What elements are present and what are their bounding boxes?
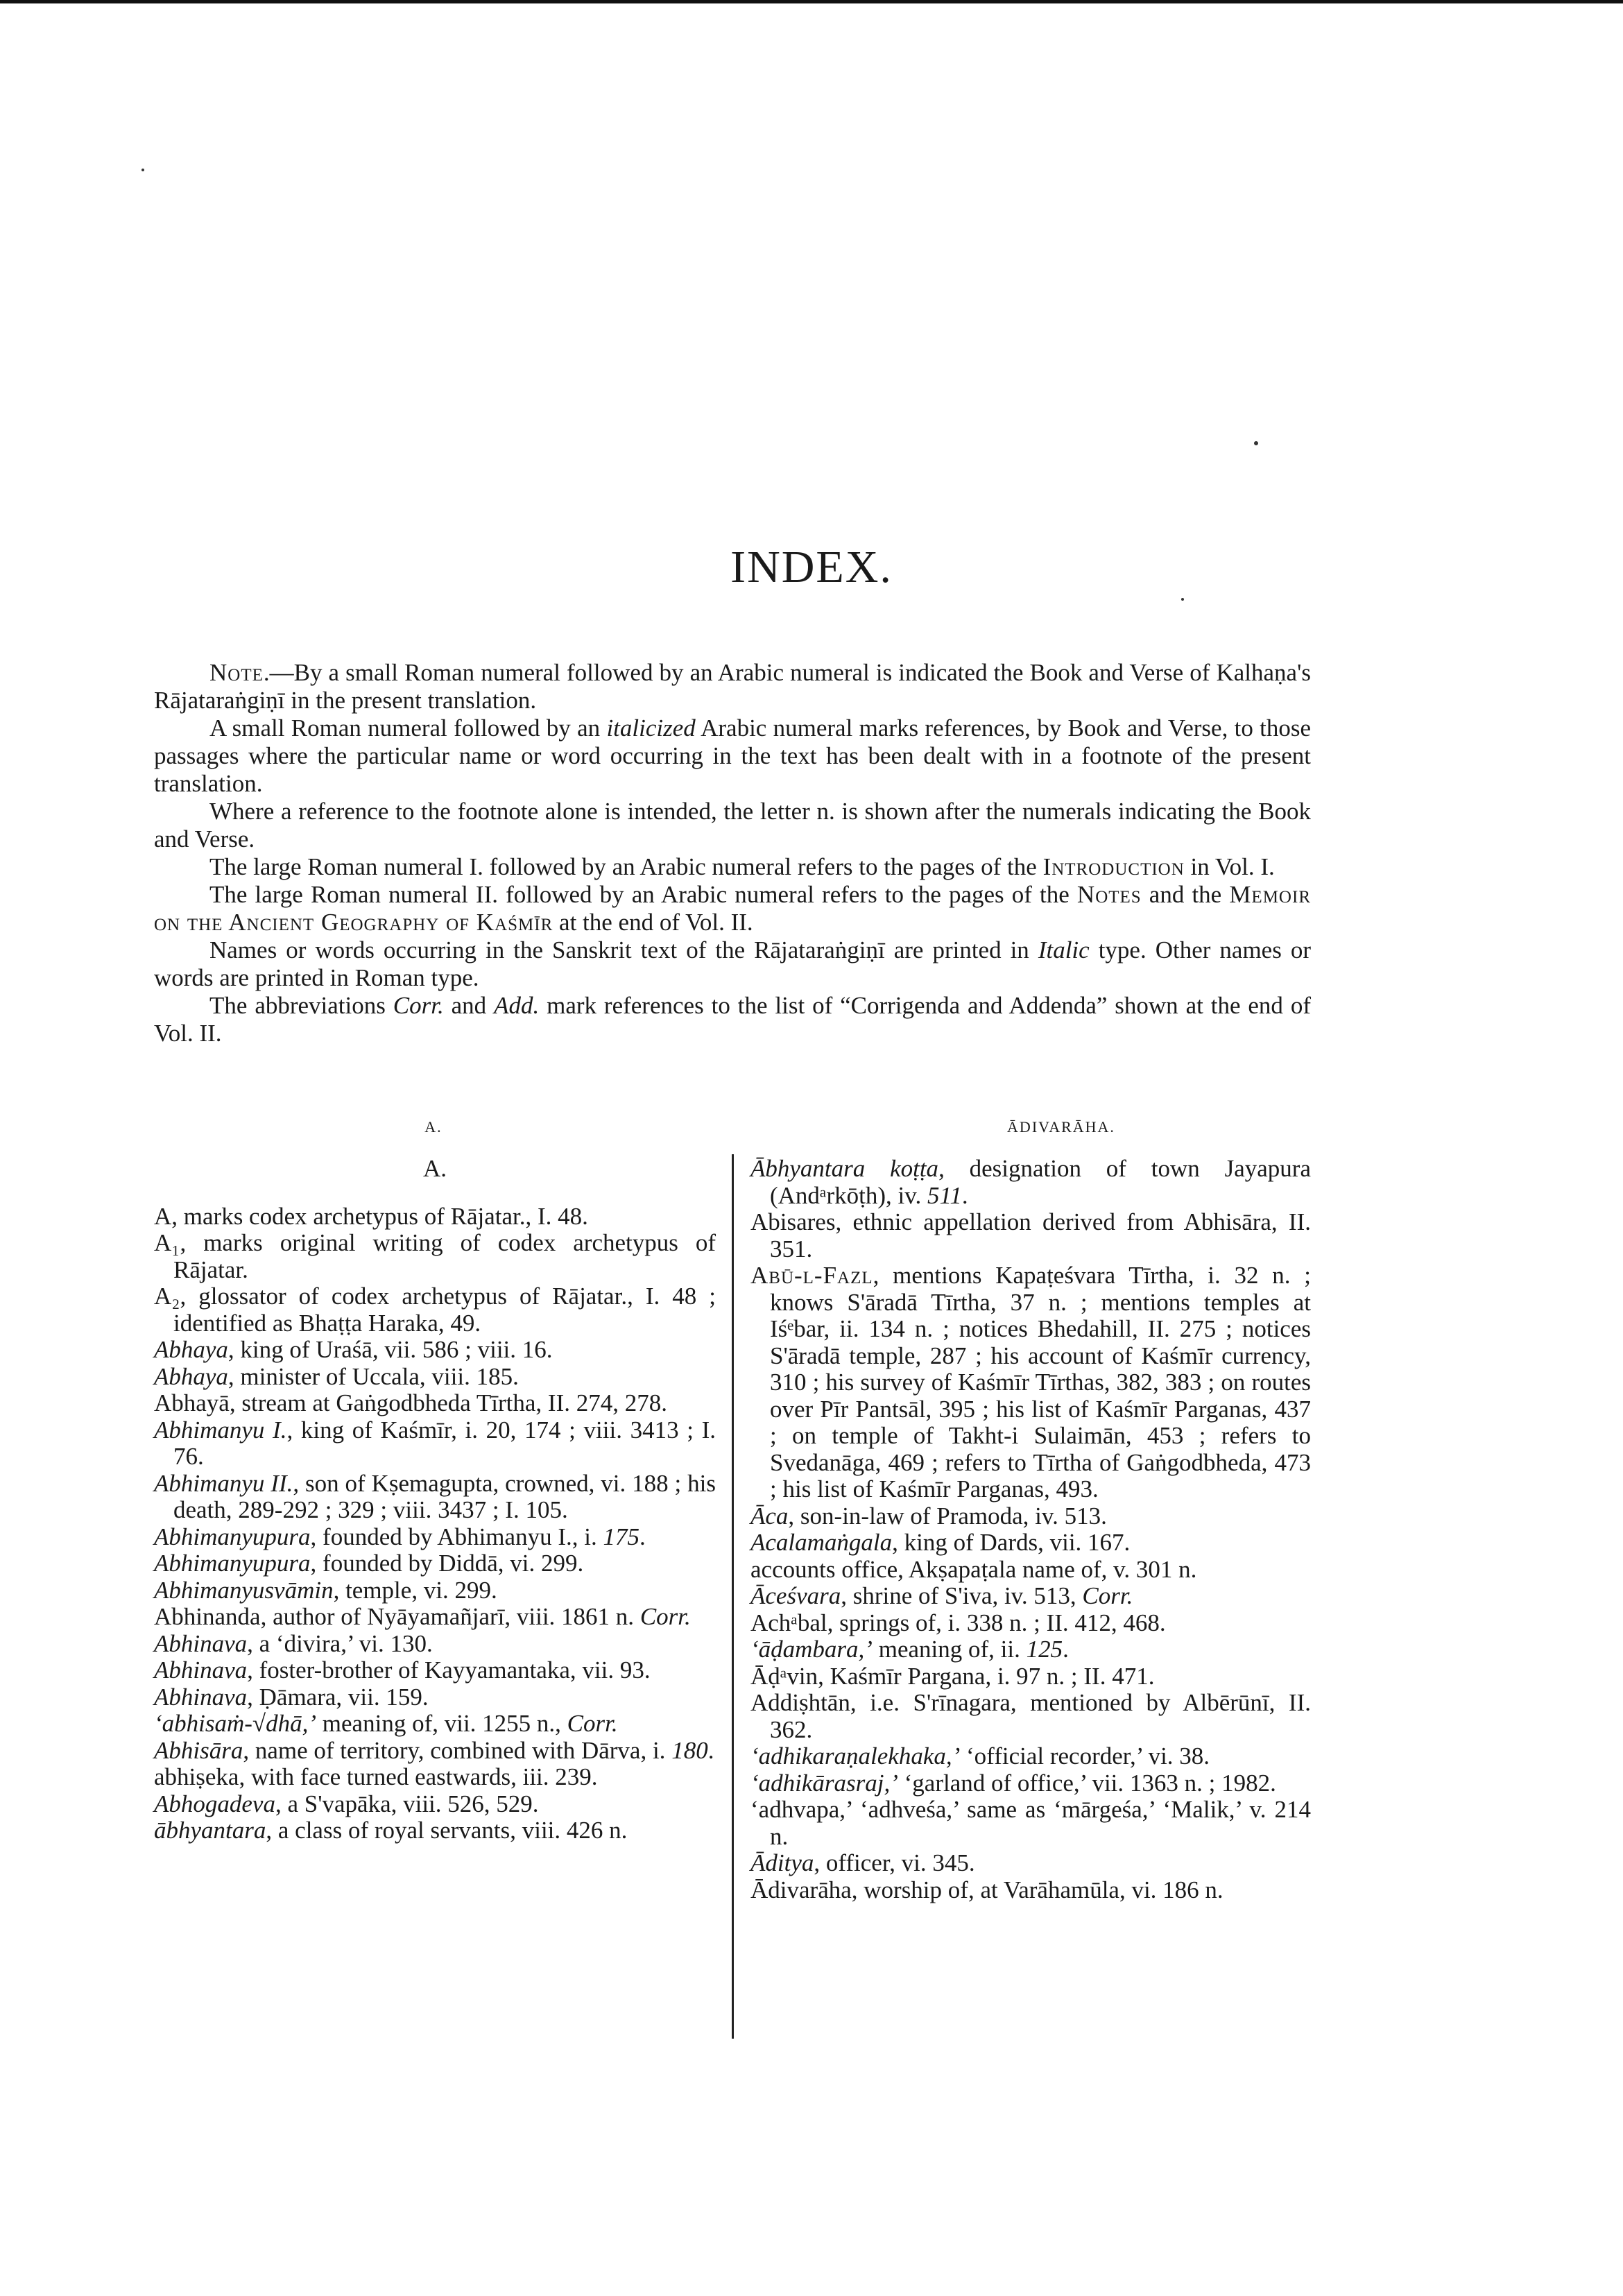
text-run: at the end of Vol. II. bbox=[553, 909, 753, 936]
italic-run: Abhinava bbox=[154, 1629, 248, 1657]
italic-run: Corr. bbox=[393, 992, 444, 1019]
italic-run: Abhimanyupura bbox=[154, 1523, 311, 1550]
italic-run: Ābhyantara koṭṭa bbox=[750, 1155, 939, 1182]
index-entry bbox=[154, 1390, 716, 1417]
text-run: in Vol. I. bbox=[1184, 853, 1275, 880]
italic-run: 125 bbox=[1026, 1636, 1063, 1663]
text-run: , son-in-law of Pramoda, iv. 513. bbox=[788, 1502, 1107, 1530]
text-run: Āḍᵃvin, Kaśmīr Pargana, i. 97 n. ; II. 471. bbox=[750, 1662, 1155, 1690]
italic-run: Corr. bbox=[639, 1603, 691, 1630]
italic-run: Abhinava bbox=[154, 1683, 248, 1711]
page-title: INDEX. bbox=[730, 542, 893, 592]
column-divider bbox=[732, 1154, 734, 2039]
italic-run: Abhaya bbox=[154, 1362, 228, 1390]
index-entry bbox=[154, 1550, 716, 1577]
text-run: .—By a small Roman numeral followed by an Arabic numeral is indicated the Book and Verse of Kalhaṇa's Rājataraṅgiṇī in the present translation. bbox=[154, 659, 1311, 714]
page-speck bbox=[1181, 598, 1184, 601]
index-entry bbox=[154, 1791, 716, 1818]
index-entry bbox=[154, 1230, 716, 1283]
text-run: mark references to the list of “Corrigenda and Addenda” shown at the end of Vol. II. bbox=[154, 992, 1311, 1047]
index-entry bbox=[154, 1604, 716, 1631]
text-run: , a class of royal servants, viii. 426 n. bbox=[266, 1817, 628, 1844]
text-run: The large Roman numeral II. followed by an Arabic numeral refers to the pages of the bbox=[209, 881, 1077, 908]
page-speck bbox=[141, 169, 144, 171]
text-run: . bbox=[961, 1181, 968, 1209]
italic-run: Abhaya bbox=[154, 1336, 228, 1363]
italic-run: italicized bbox=[606, 714, 696, 742]
italic-run: Abhisāra bbox=[154, 1736, 243, 1764]
index-entry bbox=[154, 1471, 716, 1524]
text-run: , a ‘divira,’ vi. 130. bbox=[247, 1629, 433, 1657]
index-entry bbox=[154, 1738, 716, 1765]
index-entry bbox=[750, 1770, 1311, 1797]
small-caps-run: Abū-l-Fazl bbox=[750, 1262, 873, 1289]
small-caps-run: Note bbox=[209, 659, 264, 686]
index-entry bbox=[154, 1764, 716, 1791]
italic-run: ‘āḍambara,’ bbox=[750, 1636, 873, 1663]
note-paragraph bbox=[154, 936, 1311, 992]
text-run: Abisares, ethnic appellation derived from Abhisāra, II. 351. bbox=[750, 1208, 1311, 1262]
text-run: , king of Uraśā, vii. 586 ; viii. 16. bbox=[227, 1336, 553, 1363]
index-entry bbox=[750, 1850, 1311, 1877]
text-run: ‘adhvapa,’ ‘adhveśa,’ same as ‘mārgeśa,’ ‘Malik,’ v. 214 n. bbox=[750, 1796, 1311, 1850]
index-entry bbox=[750, 1636, 1311, 1663]
text-run: , minister of Uccala, viii. 185. bbox=[227, 1362, 519, 1390]
italic-run: ābhyantara bbox=[154, 1817, 266, 1844]
text-run: , foster-brother of Kayyamantaka, vii. 93. bbox=[247, 1656, 651, 1684]
text-run: , a S'vapāka, viii. 526, 529. bbox=[275, 1790, 539, 1817]
small-caps-run: Memoir on the Ancient Geography of Kaśmīr bbox=[154, 881, 1311, 936]
italic-run: ‘abhisaṁ-√dhā,’ bbox=[154, 1710, 317, 1737]
top-border-rule bbox=[0, 0, 1623, 3]
text-run: The abbreviations bbox=[209, 992, 393, 1019]
text-run: . bbox=[707, 1736, 714, 1764]
index-entry bbox=[750, 1743, 1311, 1770]
italic-run: 511 bbox=[927, 1181, 962, 1209]
index-entry bbox=[750, 1557, 1311, 1584]
index-entry bbox=[154, 1684, 716, 1711]
italic-run: Add. bbox=[494, 992, 540, 1019]
note-paragraph bbox=[154, 659, 1311, 714]
italic-run: ‘adhikaraṇalekhaka,’ bbox=[750, 1742, 961, 1770]
index-entry bbox=[154, 1524, 716, 1551]
italic-run: Italic bbox=[1038, 936, 1090, 963]
text-run: ‘official recorder,’ vi. 38. bbox=[960, 1742, 1210, 1770]
italic-run: Abhimanyu II. bbox=[154, 1469, 293, 1497]
text-run: type. Other names or words are printed in Roman type. bbox=[154, 936, 1311, 991]
index-entry bbox=[750, 1663, 1311, 1690]
introductory-note bbox=[154, 659, 1311, 1047]
index-entry bbox=[154, 1631, 716, 1658]
small-caps-run: Notes bbox=[1076, 881, 1142, 908]
text-run: , king of Dards, vii. 167. bbox=[892, 1529, 1131, 1556]
index-column-left bbox=[154, 1156, 716, 1844]
text-run: meaning of, ii. bbox=[872, 1636, 1027, 1663]
index-entry bbox=[750, 1877, 1311, 1904]
italic-run: Abhimanyupura bbox=[154, 1550, 311, 1577]
index-entry bbox=[154, 1283, 716, 1337]
italic-run: 180 bbox=[671, 1736, 708, 1764]
note-paragraph bbox=[154, 798, 1311, 853]
text-run: meaning of, vii. 1255 n., bbox=[316, 1710, 567, 1737]
index-entry bbox=[750, 1690, 1311, 1743]
italic-run: Abhinava bbox=[154, 1656, 248, 1684]
note-paragraph bbox=[154, 853, 1311, 881]
index-entry bbox=[154, 1711, 716, 1738]
index-entry bbox=[750, 1262, 1311, 1503]
index-entry bbox=[750, 1583, 1311, 1610]
note-paragraph bbox=[154, 714, 1311, 798]
text-run: ‘garland of office,’ vii. 1363 n. ; 1982. bbox=[898, 1769, 1276, 1797]
index-entry bbox=[750, 1530, 1311, 1557]
section-letter: A. bbox=[422, 1155, 447, 1182]
text-run: , designation of town Jayapura (Andᵃrkōṭh), iv. bbox=[770, 1155, 1311, 1209]
text-run: , king of Kaśmīr, i. 20, 174 ; viii. 3413 ; I. 76. bbox=[173, 1416, 716, 1470]
text-run: accounts office, Akṣapaṭala name of, v. 301 n. bbox=[750, 1555, 1197, 1583]
index-entry bbox=[154, 1417, 716, 1471]
text-run: Where a reference to the footnote alone is intended, the letter n. is shown after the numerals indicating the Book and Verse. bbox=[154, 798, 1311, 853]
italic-run: Abhogadeva bbox=[154, 1790, 275, 1817]
index-entry bbox=[750, 1503, 1311, 1530]
text-run: A small Roman numeral followed by an bbox=[209, 714, 607, 742]
italic-run: 175 bbox=[603, 1523, 639, 1550]
text-run: . bbox=[1063, 1636, 1069, 1663]
running-head-right: ĀDIVARĀHA. bbox=[1007, 1118, 1115, 1136]
index-entry bbox=[154, 1203, 716, 1231]
entry-list-left bbox=[154, 1203, 716, 1844]
text-run: , son of Kṣemagupta, crowned, vi. 188 ; his death, 289-292 ; 329 ; viii. 3437 ; I. 105. bbox=[173, 1469, 716, 1523]
text-run: , founded by Abhimanyu I., i. bbox=[310, 1523, 603, 1550]
note-paragraph bbox=[154, 881, 1311, 936]
text-run: , Ḍāmara, vii. 159. bbox=[247, 1683, 429, 1711]
text-run: and the bbox=[1141, 881, 1230, 908]
text-run: and bbox=[443, 992, 495, 1019]
text-run: , temple, vi. 299. bbox=[333, 1576, 497, 1604]
text-run: Achᵃbal, springs of, i. 338 n. ; II. 412, 468. bbox=[750, 1609, 1166, 1636]
index-entry bbox=[154, 1577, 716, 1604]
entry-list-right bbox=[750, 1156, 1311, 1903]
text-run: , shrine of S'iva, iv. 513, bbox=[841, 1582, 1083, 1609]
running-head-left: A. bbox=[424, 1118, 443, 1136]
italic-run: Āca bbox=[750, 1502, 789, 1530]
text-run: , officer, vi. 345. bbox=[814, 1849, 975, 1876]
italic-run: Āditya bbox=[750, 1849, 814, 1876]
italic-run: ‘adhikārasraj,’ bbox=[750, 1769, 898, 1797]
italic-run: Āceśvara bbox=[750, 1582, 841, 1609]
index-entry bbox=[750, 1797, 1311, 1850]
text-run: , name of territory, combined with Dārva, i. bbox=[243, 1736, 672, 1764]
index-entry bbox=[154, 1817, 716, 1844]
italic-run: Abhimanyu I. bbox=[154, 1416, 287, 1443]
index-column-right bbox=[750, 1156, 1311, 1903]
italic-run: Abhimanyusvāmin bbox=[154, 1576, 334, 1604]
index-entry bbox=[154, 1364, 716, 1391]
text-run: Ādivarāha, worship of, at Varāhamūla, vi. 186 n. bbox=[750, 1876, 1223, 1903]
text-run: A₂, glossator of codex archetypus of Rājatar., I. 48 ; identified as Bhaṭṭa Haraka, 49. bbox=[154, 1283, 716, 1337]
text-run: . bbox=[639, 1523, 646, 1550]
italic-run: Acalamaṅgala bbox=[750, 1529, 893, 1556]
note-paragraph bbox=[154, 992, 1311, 1047]
page-speck bbox=[1254, 441, 1258, 445]
text-run: abhiṣeka, with face turned eastwards, iii. 239. bbox=[154, 1763, 598, 1790]
small-caps-run: Introduction bbox=[1042, 853, 1185, 880]
text-run: Names or words occurring in the Sanskrit text of the Rājataraṅgiṇī are printed in bbox=[209, 936, 1038, 963]
text-run: , mentions Kapaṭeśvara Tīrtha, i. 32 n. ; knows S'āradā Tīrtha, 37 n. ; mentions temples at Iśᵉbar, ii. 134 n. ; notices Bhedahill, II. 275 ; notices S'āradā temple, 287 ; his account of Kaśmīr currency, 310 ; his survey of Kaśmīr Tīrthas, 382, 383 ; on routes over Pīr Pantsāl, 395 ; his list of Kaśmīr Parganas, 437 ; on temple of Takht-i Sulaimān, 453 ; refers to Svedanāga, 469 ; refers to Tīrtha of Gaṅgodbheda, 473 ; his list of Kaśmīr Parganas, 493. bbox=[770, 1262, 1311, 1502]
text-run: Addiṣhtān, i.e. S'rīnagara, mentioned by Albērūnī, II. 362. bbox=[750, 1689, 1311, 1743]
index-entry bbox=[750, 1156, 1311, 1209]
text-run: Arabic numeral marks references, by Book and Verse, to those passages where the particular name or word occurring in the text has been dealt with in a footnote of the present translation. bbox=[154, 714, 1311, 797]
italic-run: Corr. bbox=[1082, 1582, 1133, 1609]
text-run: A, marks codex archetypus of Rājatar., I. 48. bbox=[154, 1202, 588, 1230]
italic-run: Corr. bbox=[567, 1710, 618, 1737]
text-run: , founded by Diddā, vi. 299. bbox=[310, 1550, 584, 1577]
index-entry bbox=[750, 1610, 1311, 1637]
text-run: Abhinanda, author of Nyāyamañjarī, viii. 1861 n. bbox=[154, 1603, 640, 1630]
index-entry bbox=[750, 1209, 1311, 1262]
index-entry bbox=[154, 1657, 716, 1684]
text-run: Abhayā, stream at Gaṅgodbheda Tīrtha, II. 274, 278. bbox=[154, 1389, 667, 1416]
index-entry bbox=[154, 1337, 716, 1364]
text-run: A₁, marks original writing of codex archetypus of Rājatar. bbox=[154, 1229, 716, 1283]
text-run: The large Roman numeral I. followed by an Arabic numeral refers to the pages of the bbox=[209, 853, 1043, 880]
